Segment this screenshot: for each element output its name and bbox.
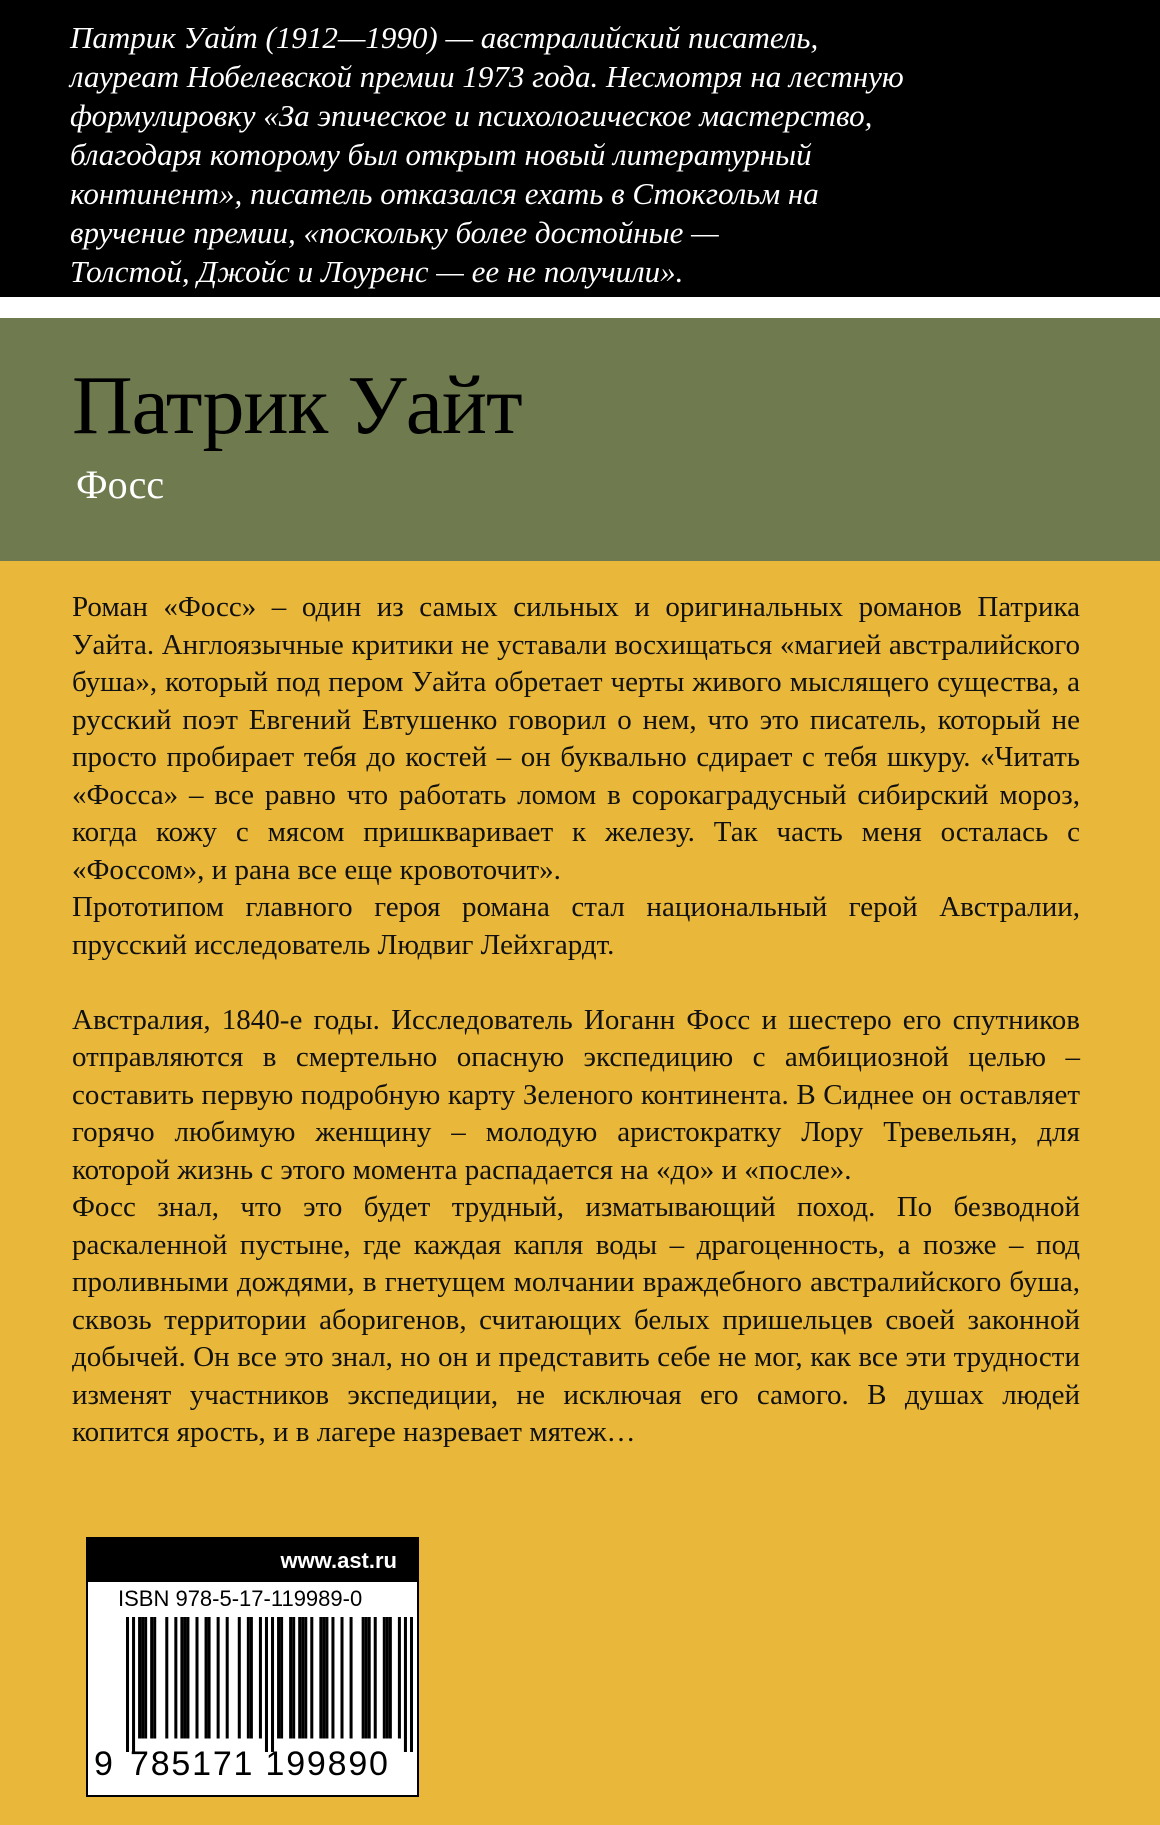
author-bio bbox=[70, 18, 1130, 291]
barcode-bar bbox=[183, 1617, 186, 1739]
barcode-bar bbox=[265, 1617, 268, 1752]
barcode-bar bbox=[144, 1617, 147, 1739]
barcode-digits: 785171 199890 bbox=[130, 1745, 390, 1783]
bio-line: формулировку «За эпическое и психологическое мастерство, bbox=[70, 98, 873, 133]
publisher-website: www.ast.ru bbox=[88, 1539, 417, 1582]
annotation-paragraph: Прототипом главного героя романа стал национальный герой Австралии, прусский исследователь Людвиг Лейхгардт. bbox=[72, 891, 1080, 961]
annotation-paragraph: Фосс знал, что это будет трудный, изматывающий поход. По безводной раскаленной пустыне, где каждая капля воды – драгоценность, а позже – под проливными дождями, в гнетущем молчании враждебного австралийского буша, сквозь территории аборигенов, считающих белых пришельцев своей законной добычей. Он все это знал, но он и представить себе не мог, как все эти трудности изменят участников экспедиции, не исключая его самого. В душах людей копится ярость, и в лагере назревает мятеж… bbox=[72, 1191, 1080, 1448]
barcode-image bbox=[126, 1617, 413, 1752]
barcode-bar bbox=[138, 1617, 141, 1739]
barcode-bar bbox=[304, 1617, 307, 1739]
barcode-bar bbox=[362, 1617, 365, 1739]
author-bio-band bbox=[0, 0, 1160, 297]
barcode-bar bbox=[365, 1617, 368, 1739]
barcode-first-digit: 9 bbox=[94, 1745, 113, 1783]
barcode-bar bbox=[180, 1617, 183, 1739]
barcode-bar bbox=[340, 1617, 343, 1739]
barcode-bar bbox=[410, 1617, 413, 1752]
barcode-bar bbox=[404, 1617, 407, 1752]
barcode-bar bbox=[389, 1617, 392, 1739]
bio-line: благодаря которому был открыт новый литературный bbox=[70, 137, 812, 172]
bio-line: континент», писатель отказался ехать в Стокгольм на bbox=[70, 176, 819, 211]
barcode-bar bbox=[280, 1617, 283, 1739]
barcode-bar bbox=[174, 1617, 177, 1739]
annotation-paragraph: Австралия, 1840-е годы. Исследователь Иоганн Фосс и шестеро его спутников отправляются в смертельно опасную экспедицию с амбициозной целью – составить первую подробную карту Зеленого континента. В Сиднее он оставляет горячо любимую женщину – молодую аристократку Лору Тревельян, для которой жизнь с этого момента распадается на «до» и «после». bbox=[72, 1003, 1080, 1186]
author-name: Патрик Уайт bbox=[72, 359, 522, 452]
barcode-bar bbox=[250, 1617, 253, 1739]
barcode-bar bbox=[247, 1617, 250, 1739]
barcode-bar bbox=[383, 1617, 386, 1739]
barcode-block bbox=[86, 1537, 419, 1797]
barcode-bar bbox=[350, 1617, 353, 1739]
barcode-bar bbox=[322, 1617, 325, 1739]
barcode-bar bbox=[331, 1617, 334, 1739]
book-annotation bbox=[72, 589, 1080, 1452]
barcode-bar bbox=[374, 1617, 377, 1739]
barcode-bar bbox=[398, 1617, 401, 1739]
barcode-bar bbox=[289, 1617, 292, 1739]
barcode-bar bbox=[226, 1617, 229, 1739]
barcode-bar bbox=[153, 1617, 156, 1739]
barcode-bar bbox=[165, 1617, 168, 1739]
barcode-bar bbox=[132, 1617, 135, 1752]
title-band bbox=[0, 318, 1160, 561]
barcode-bar bbox=[238, 1617, 241, 1739]
isbn-label: ISBN 978-5-17-119989-0 bbox=[118, 1586, 363, 1611]
barcode-bar bbox=[368, 1617, 371, 1739]
barcode-bar bbox=[298, 1617, 301, 1739]
annotation-paragraph: Роман «Фосс» – один из самых сильных и оригинальных романов Патрика Уайта. Англоязычные критики не уставали восхищаться «магией австралийского буша», который под пером Уайта обретает черты живого мыслящего существа, а русский поэт Евгений Евтушенко говорил о нем, что это писатель, который не просто пробирает тебя до костей – он буквально сдирает с тебя шкуру. «Читать «Фосса» – все равно что работать ломом в сорокаградусный сибирский мороз, когда кожу с мясом пришкваривает к железу. Так часть меня осталась с «Фоссом», и рана все еще кровоточит». bbox=[72, 591, 1080, 886]
bio-line: лауреат Нобелевской премии 1973 года. Несмотря на лестную bbox=[70, 59, 904, 94]
barcode-bar bbox=[259, 1617, 262, 1739]
divider-stripe bbox=[0, 297, 1160, 318]
barcode-bar bbox=[141, 1617, 144, 1739]
barcode-bar bbox=[292, 1617, 295, 1739]
barcode-bar bbox=[271, 1617, 274, 1752]
barcode-bar bbox=[186, 1617, 189, 1739]
barcode-bar bbox=[301, 1617, 304, 1739]
bio-line: Патрик Уайт (1912—1990) — австралийский писатель, bbox=[70, 20, 819, 55]
barcode-bar bbox=[310, 1617, 313, 1739]
bio-line: Толстой, Джойс и Лоуренс — ее не получили». bbox=[70, 254, 684, 289]
barcode-bar bbox=[208, 1617, 211, 1739]
book-title: Фосс bbox=[76, 462, 165, 507]
barcode-bar bbox=[325, 1617, 328, 1739]
paragraph-gap bbox=[72, 964, 1080, 1002]
barcode-bar bbox=[150, 1617, 153, 1739]
bio-line: вручение премии, «поскольку более достойные — bbox=[70, 215, 719, 250]
barcode-bar bbox=[126, 1617, 129, 1752]
barcode-bar bbox=[319, 1617, 322, 1739]
barcode-bar bbox=[217, 1617, 220, 1739]
barcode-bar bbox=[386, 1617, 389, 1739]
barcode-bar bbox=[195, 1617, 198, 1739]
barcode-bar bbox=[205, 1617, 208, 1739]
barcode-bar bbox=[277, 1617, 280, 1739]
